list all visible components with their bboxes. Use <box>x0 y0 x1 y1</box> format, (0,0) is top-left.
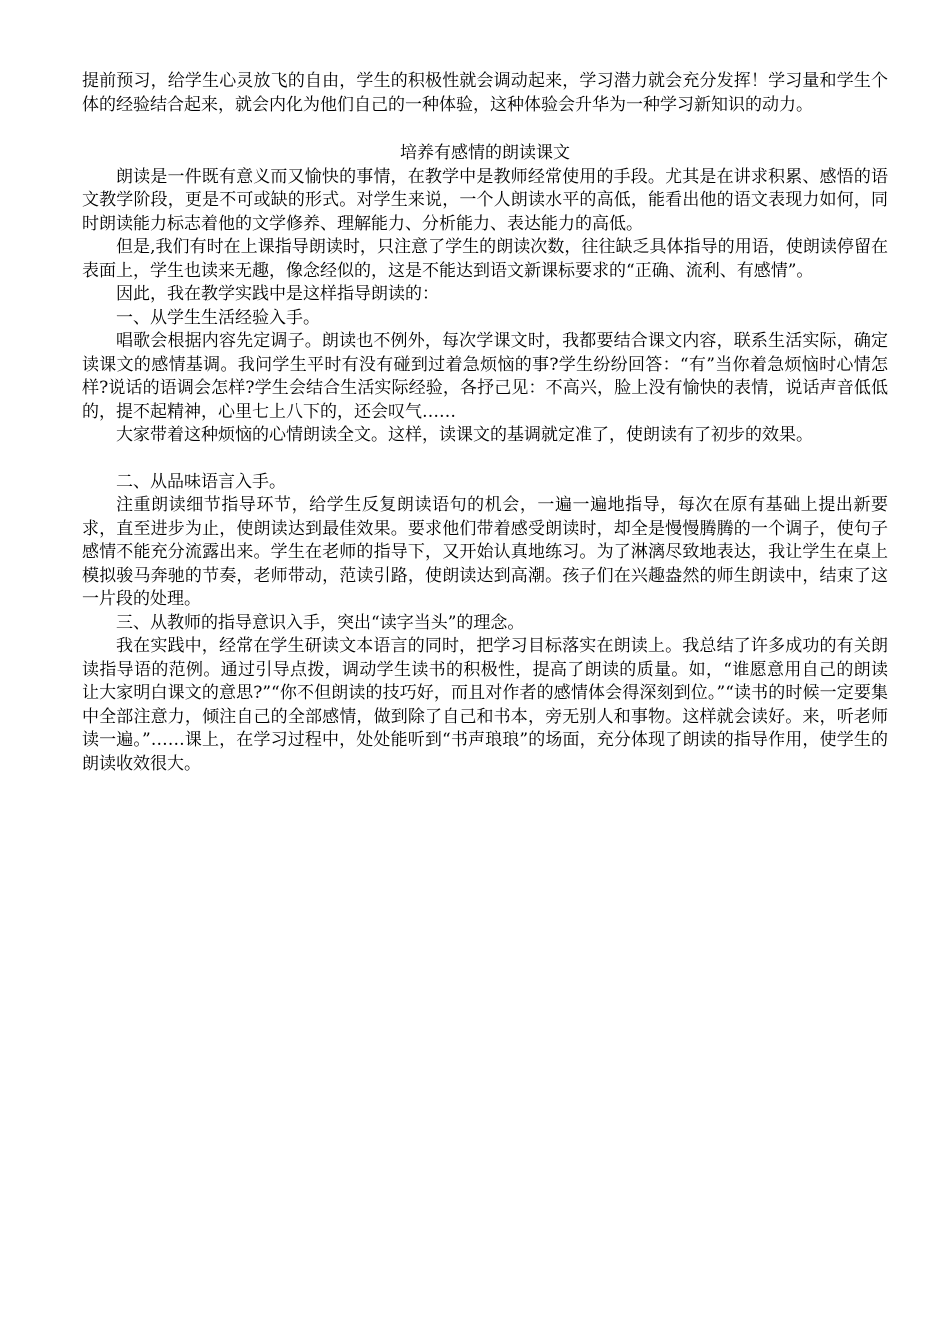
paragraph-problem: 但是,我们有时在上课指导朗读时，只注意了学生的朗读次数，往往缺乏具体指导的用语，使朗读停留在表面上，学生也读来无趣，像念经似的，这是不能达到语文新课标要求的“正确、流利、有感情”。 <box>82 237 888 281</box>
paragraph-method-lead: 因此，我在教学实践中是这样指导朗读的： <box>116 284 439 304</box>
document-page <box>82 70 888 776</box>
heading-point-three: 三、从教师的指导意识入手，突出“读字当头”的理念。 <box>116 612 525 633</box>
paragraph-point-one-result: 大家带着这种烦恼的心情朗读全文。这样，读课文的基调就定准了，使朗读有了初步的效果。 <box>116 425 813 445</box>
intro-paragraph: 提前预习，给学生心灵放飞的自由，学生的积极性就会调动起来，学习潜力就会充分发挥！学习量和学生个体的经验结合起来，就会内化为他们自己的一种体验，这种体验会升华为一种学习新知识的动力。 <box>82 71 888 115</box>
paragraph-intro-reading: 朗读是一件既有意义而又愉快的事情，在教学中是教师经常使用的手段。尤其是在讲求积累、感悟的语文教学阶段，更是不可或缺的形式。对学生来说，一个人朗读水平的高低，能看出他的语文表现力如何，同时朗读能力标志着他的文学修养、理解能力、分析能力、表达能力的高低。 <box>82 166 888 234</box>
heading-point-two: 二、从品味语言入手。 <box>116 471 286 492</box>
paragraph-point-two-body: 注重朗读细节指导环节，给学生反复朗读语句的机会，一遍一遍地指导，每次在原有基础上提出新要求，直至进步为止，使朗读达到最佳效果。要求他们带着感受朗读时，却全是慢慢腾腾的一个调子，使句子感情不能充分流露出来。学生在老师的指导下，又开始认真地练习。为了淋漓尽致地表达，我让学生在桌上模拟骏马奔驰的节奏，老师带动，范读引路，使朗读达到高潮。孩子们在兴趣盎然的师生朗读中，结束了这一片段的处理。 <box>82 495 888 609</box>
section-title: 培养有感情的朗读课文 <box>400 143 570 163</box>
heading-point-one: 一、从学生生活经验入手。 <box>116 307 320 328</box>
paragraph-point-one-body: 唱歌会根据内容先定调子。朗读也不例外，每次学课文时，我都要结合课文内容，联系生活实际，确定读课文的感情基调。我问学生平时有没有碰到过着急烦恼的事?学生纷纷回答：“有”当你着急烦恼时心情怎样?说话的语调会怎样?学生会结合生活实际经验，各抒己见：不高兴，脸上没有愉快的表情，说话声音低低的，提不起精神，心里七上八下的，还会叹气…… <box>82 331 888 422</box>
paragraph-point-three-body: 我在实践中，经常在学生研读文本语言的同时，把学习目标落实在朗读上。我总结了许多成功的有关朗读指导语的范例。通过引导点拨，调动学生读书的积极性，提高了朗读的质量。如，“谁愿意用自己的朗读让大家明白课文的意思?”“你不但朗读的技巧好，而且对作者的感情体会得深刻到位。”“读书的时候一定要集中全部注意力，倾注自己的全部感情，做到除了自己和书本，旁无别人和事物。这样就会读好。来，听老师读一遍。”……课上，在学习过程中，处处能听到“书声琅琅”的场面，充分体现了朗读的指导作用，使学生的朗读收效很大。 <box>82 636 888 774</box>
